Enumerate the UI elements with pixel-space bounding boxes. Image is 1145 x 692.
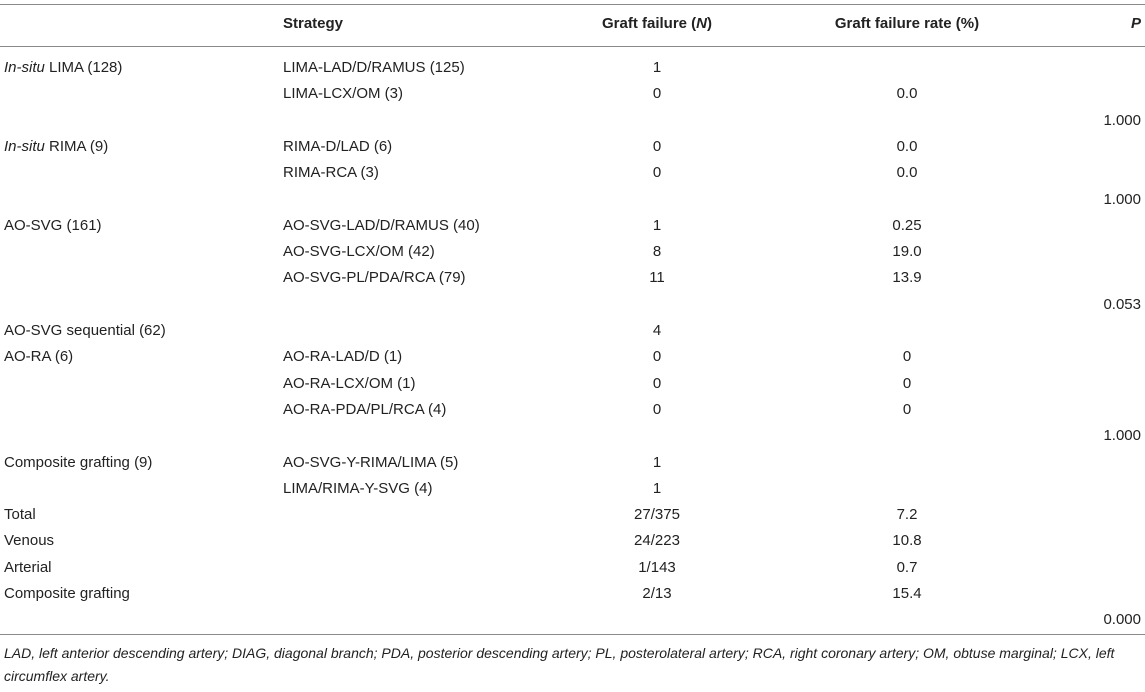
row-strategy: AO-SVG-Y-RIMA/LIMA (5) — [283, 453, 459, 471]
table-row — [0, 55, 1145, 81]
row-group: Arterial — [4, 558, 52, 576]
table-footnote: LAD, left anterior descending artery; DIAG, diagonal branch; PDA, posterior descending artery; PL, posterolateral artery; RCA, right coronary artery; OM, obtuse marginal; LCX, left circumflex artery. — [4, 645, 1115, 684]
table-row — [0, 423, 1145, 449]
row-graft-failure: 11 — [649, 269, 665, 287]
row-strategy: LIMA-LCX/OM (3) — [283, 85, 404, 103]
row-strategy: LIMA/RIMA-Y-SVG (4) — [283, 479, 433, 497]
table-row — [0, 450, 1145, 476]
row-failure-rate: 0.0 — [896, 137, 918, 155]
table-row — [0, 344, 1145, 370]
header-strategy: Strategy — [283, 15, 344, 32]
row-group: Venous — [4, 532, 55, 550]
row-group: Composite grafting (9) — [4, 453, 153, 471]
row-group: AO-SVG (161) — [4, 216, 102, 234]
row-graft-failure: 1 — [652, 59, 662, 76]
row-strategy: AO-RA-LAD/D (1) — [283, 348, 403, 366]
table-row — [0, 397, 1145, 423]
table-bottom-rule — [0, 634, 1145, 635]
row-strategy: RIMA-D/LAD (6) — [283, 137, 393, 155]
table-row — [0, 213, 1145, 239]
row-strategy: LIMA-LAD/D/RAMUS (125) — [283, 59, 465, 76]
row-failure-rate: 0 — [902, 400, 912, 418]
row-failure-rate: 19.0 — [892, 243, 922, 261]
row-strategy: AO-SVG-PL/PDA/RCA (79) — [283, 269, 466, 287]
table-row — [0, 108, 1145, 134]
row-group: AO-RA (6) — [4, 348, 74, 366]
row-failure-rate: 0 — [902, 348, 912, 366]
row-group: Total — [4, 506, 36, 524]
table-row — [0, 187, 1145, 213]
table-row — [0, 581, 1145, 607]
row-p-value: 0.053 — [1103, 295, 1141, 313]
table-top-rule — [0, 4, 1145, 5]
row-failure-rate: 0.0 — [896, 85, 918, 103]
row-p-value: 1.000 — [1103, 111, 1141, 129]
row-failure-rate: 0.7 — [896, 558, 918, 576]
header-p: P — [1130, 15, 1141, 32]
row-graft-failure: 8 — [652, 243, 662, 261]
row-p-value: 0.000 — [1103, 611, 1141, 629]
row-graft-failure: 0 — [652, 400, 662, 418]
row-graft-failure: 24/223 — [634, 532, 680, 550]
row-failure-rate: 7.2 — [896, 506, 918, 524]
table-row — [0, 476, 1145, 502]
row-failure-rate: 13.9 — [892, 269, 922, 287]
row-graft-failure: 1 — [652, 479, 662, 497]
row-strategy: RIMA-RCA (3) — [283, 164, 379, 182]
row-graft-failure: 0 — [652, 374, 662, 392]
table-row — [0, 555, 1145, 581]
table-row — [0, 292, 1145, 318]
row-graft-failure: 1/143 — [638, 558, 676, 576]
table-header — [0, 11, 1145, 37]
table-row — [0, 528, 1145, 554]
table-row — [0, 239, 1145, 265]
row-group: Composite grafting — [4, 585, 130, 602]
header-rule — [0, 46, 1145, 47]
row-graft-failure: 0 — [652, 164, 662, 182]
row-graft-failure: 1 — [652, 453, 662, 471]
row-group: In-situ RIMA (9) — [4, 137, 109, 155]
row-group: AO-SVG sequential (62) — [4, 322, 166, 339]
row-p-value: 1.000 — [1103, 427, 1141, 445]
row-strategy: AO-RA-LCX/OM (1) — [283, 374, 416, 392]
row-failure-rate: 0 — [902, 374, 912, 392]
row-graft-failure: 2/13 — [642, 585, 672, 602]
table-row — [0, 607, 1145, 633]
row-graft-failure: 1 — [652, 216, 662, 234]
row-failure-rate: 0.0 — [896, 164, 918, 182]
table-row — [0, 502, 1145, 528]
row-strategy: AO-SVG-LAD/D/RAMUS (40) — [283, 216, 480, 234]
table-row — [0, 371, 1145, 397]
table-row — [0, 81, 1145, 107]
table-row — [0, 318, 1145, 344]
row-graft-failure: 4 — [652, 322, 662, 339]
row-graft-failure: 0 — [652, 348, 662, 366]
row-p-value: 1.000 — [1103, 190, 1141, 208]
row-failure-rate: 0.25 — [892, 216, 922, 234]
row-graft-failure: 0 — [652, 137, 662, 155]
row-failure-rate: 10.8 — [892, 532, 922, 550]
row-group: In-situ LIMA (128) — [4, 59, 123, 76]
row-graft-failure: 27/375 — [634, 506, 680, 524]
table-row — [0, 134, 1145, 160]
header-graft-failure: Graft failure (N) — [601, 15, 713, 32]
table-row — [0, 265, 1145, 291]
row-graft-failure: 0 — [652, 85, 662, 103]
header-graft-failure-rate: Graft failure rate (%) — [834, 15, 980, 32]
row-failure-rate: 15.4 — [892, 585, 922, 602]
row-strategy: AO-RA-PDA/PL/RCA (4) — [283, 400, 447, 418]
table-row — [0, 160, 1145, 186]
row-strategy: AO-SVG-LCX/OM (42) — [283, 243, 435, 261]
